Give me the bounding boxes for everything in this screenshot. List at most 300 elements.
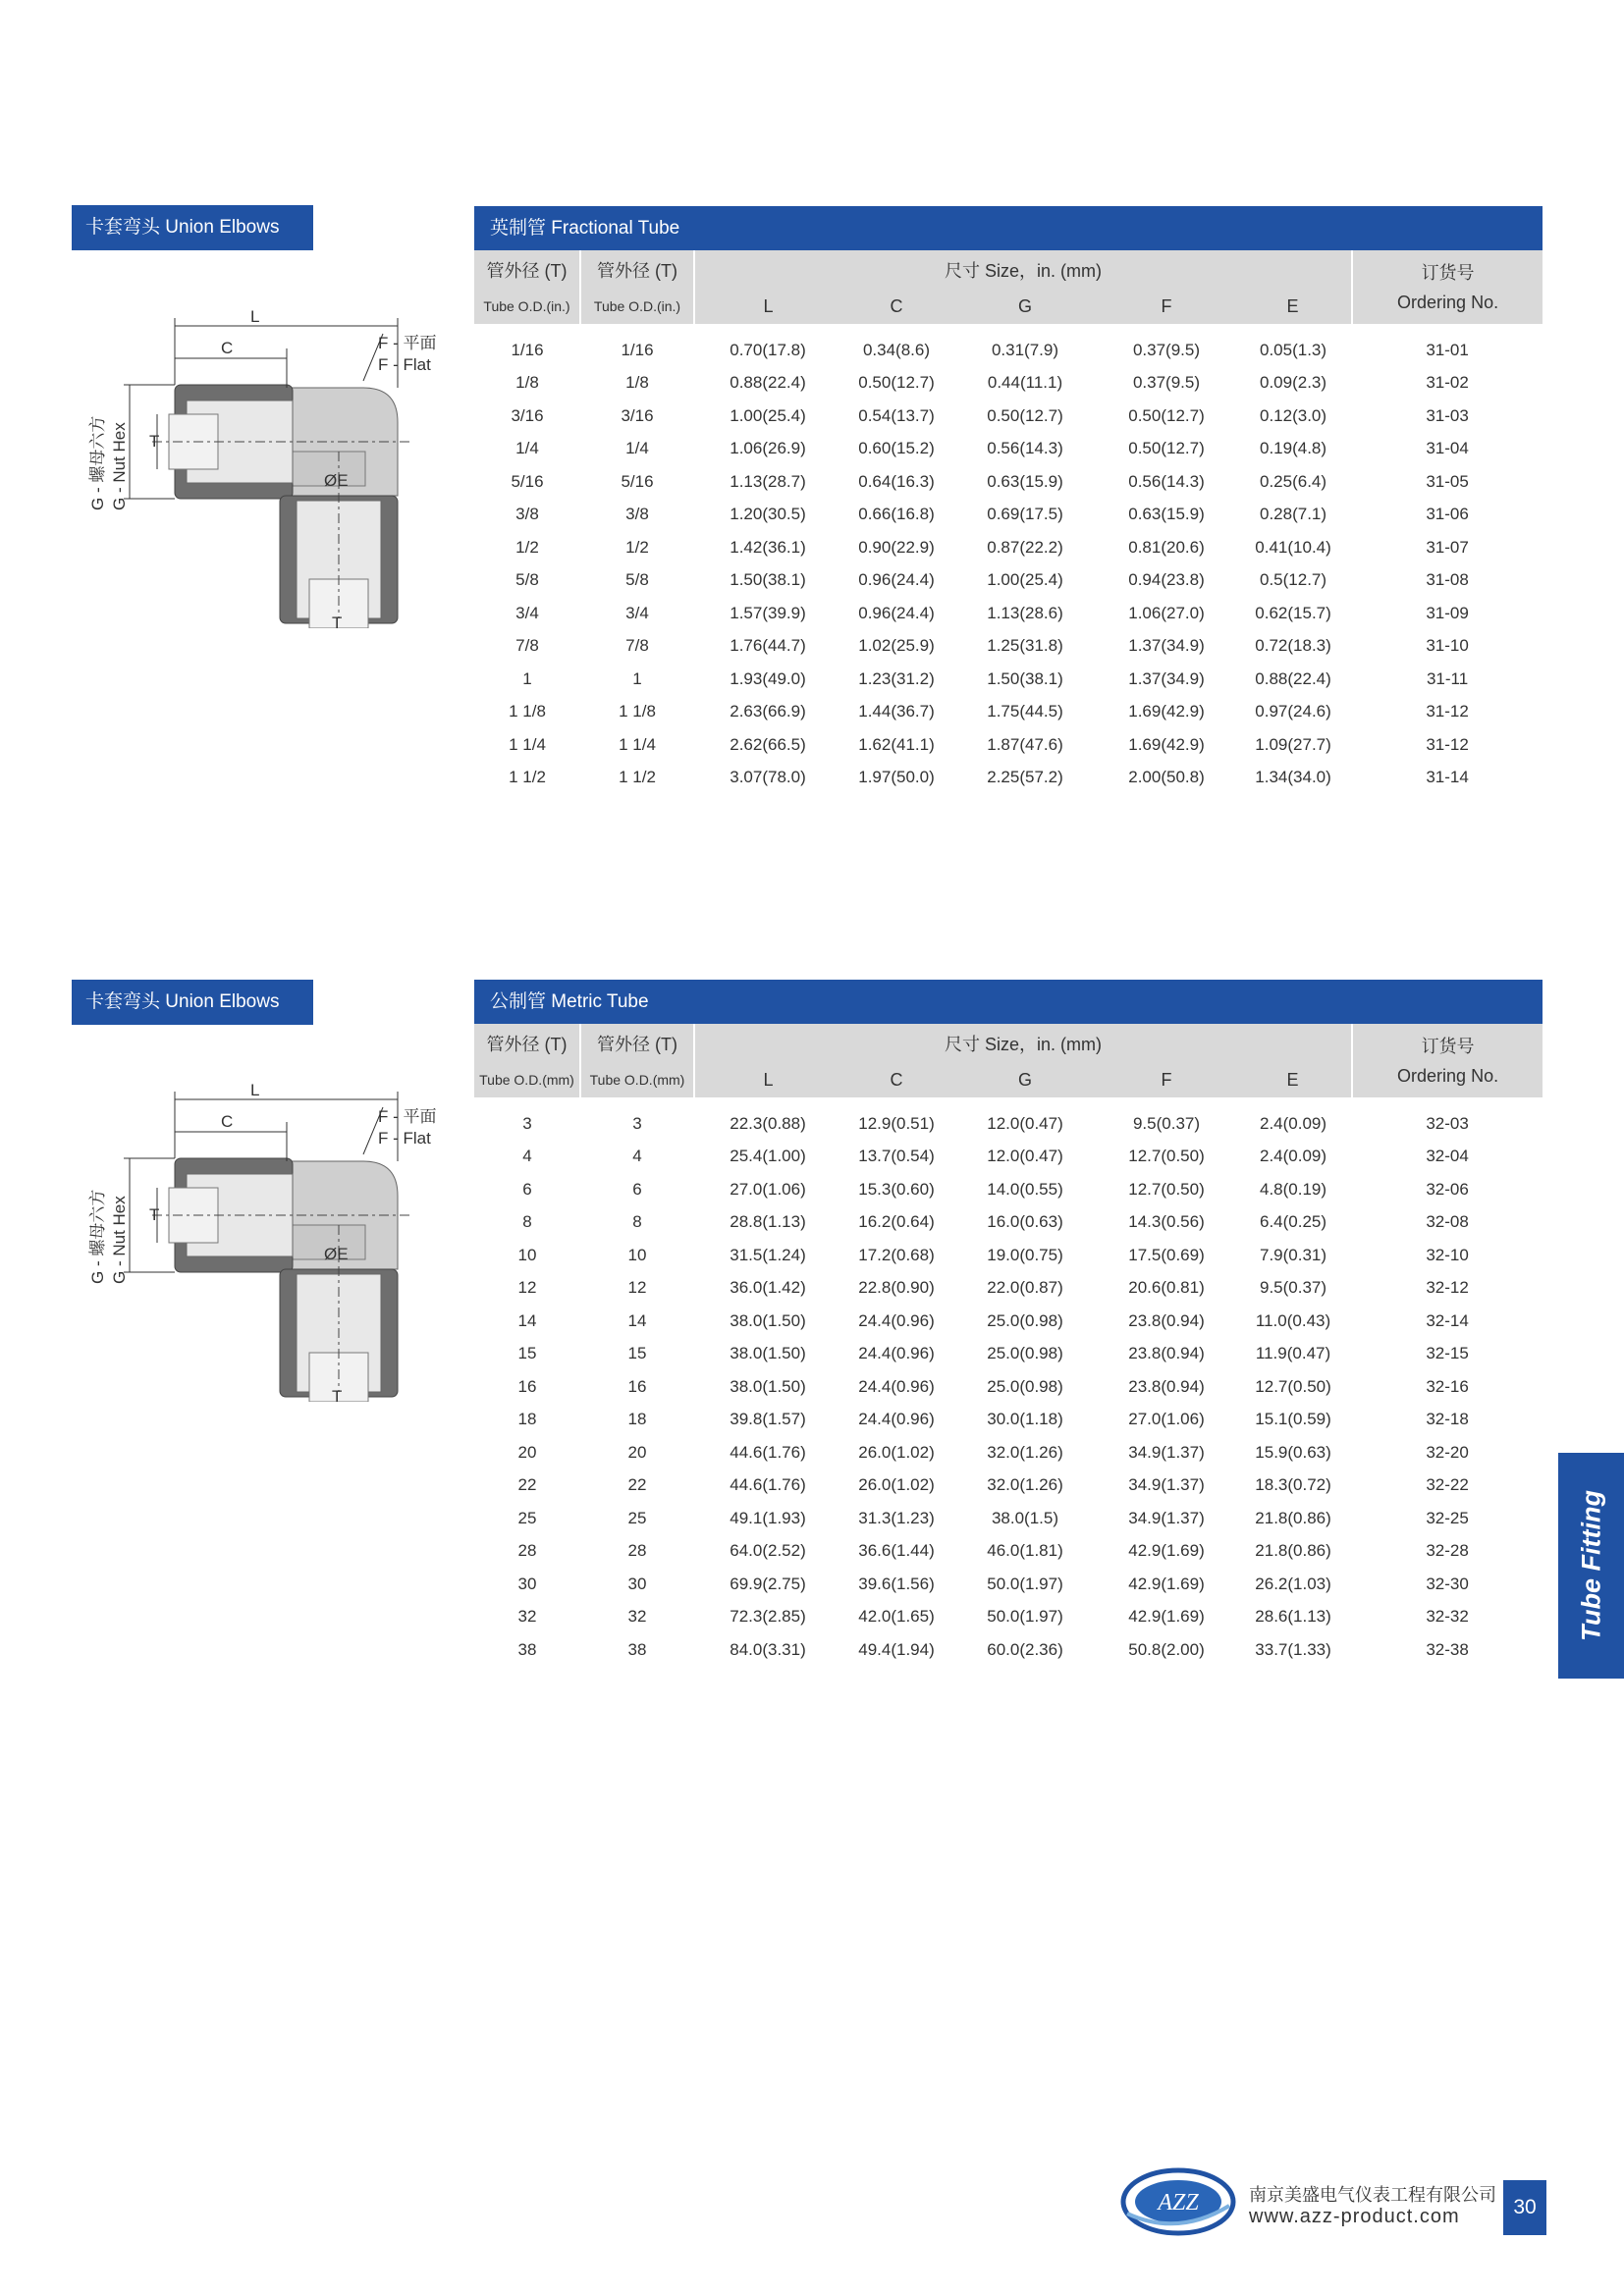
table-cell: 1.00(25.4) — [730, 405, 806, 425]
table-cell: 3/16 — [511, 405, 544, 425]
table-cell: 14.3(0.56) — [1128, 1212, 1205, 1232]
logo-text: AZZ — [1158, 2190, 1199, 2216]
table-cell: 12 — [627, 1278, 647, 1298]
table-cell: 22.3(0.88) — [730, 1113, 806, 1133]
table-cell: 1/2 — [515, 537, 539, 557]
table-cell: 0.50(12.7) — [1128, 439, 1205, 458]
table-cell: 0.5(12.7) — [1260, 570, 1327, 590]
table-cell: 0.37(9.5) — [1132, 373, 1201, 393]
metric-tube-title: 公制管 Metric Tube — [474, 980, 1543, 1024]
table-cell: 9.5(0.37) — [1260, 1278, 1327, 1298]
table-cell: 9.5(0.37) — [1132, 1113, 1201, 1133]
table-cell: 2.4(0.09) — [1260, 1147, 1327, 1166]
table-cell: 16 — [517, 1376, 537, 1396]
table-cell: 60.0(2.36) — [987, 1639, 1063, 1659]
table-cell: 64.0(2.52) — [730, 1541, 806, 1561]
table-cell: 0.63(15.9) — [1128, 505, 1205, 524]
col-f: F — [1099, 289, 1234, 324]
ordering-en: Ordering No. — [1397, 1065, 1499, 1086]
table-cell: 24.4(0.96) — [858, 1376, 935, 1396]
table-row — [474, 499, 1543, 532]
hex-label-en: G - Nut Hex — [110, 422, 129, 510]
table-cell: 8 — [522, 1212, 532, 1232]
table-cell: 1 — [522, 668, 532, 688]
dim-label-t-left: T — [149, 432, 160, 451]
table-cell: 33.7(1.33) — [1255, 1639, 1331, 1659]
table-cell: 5/8 — [625, 570, 649, 590]
table-cell: 1/8 — [625, 373, 649, 393]
col-f: F — [1099, 1062, 1234, 1097]
table-cell: 32-10 — [1426, 1245, 1469, 1264]
table-cell: 0.31(7.9) — [991, 340, 1059, 359]
table-row — [474, 1436, 1543, 1469]
table-cell: 3/16 — [621, 405, 654, 425]
table-row — [474, 1633, 1543, 1667]
table-cell: 0.66(16.8) — [858, 505, 935, 524]
metric-tube-table — [474, 1024, 1543, 1667]
table-cell: 7/8 — [625, 636, 649, 656]
table-cell: 27.0(1.06) — [1128, 1410, 1205, 1429]
col-g: G — [951, 289, 1099, 324]
table-cell: 1 1/2 — [509, 768, 546, 787]
table-cell: 0.09(2.3) — [1260, 373, 1327, 393]
table-row — [474, 367, 1543, 400]
table-cell: 0.05(1.3) — [1260, 340, 1327, 359]
table-cell: 1 1/8 — [619, 702, 656, 721]
table-row — [474, 1601, 1543, 1634]
table-cell: 3/8 — [625, 505, 649, 524]
dim-label-t-bottom: T — [332, 1387, 343, 1402]
table-cell: 1.93(49.0) — [730, 668, 806, 688]
table-cell: 31-02 — [1426, 373, 1469, 393]
col-tube-od-unit-1: Tube O.D.(mm) — [474, 1062, 580, 1097]
table-cell: 38.0(1.50) — [730, 1376, 806, 1396]
table-cell: 1.06(27.0) — [1128, 603, 1205, 622]
table-cell: 0.94(23.8) — [1128, 570, 1205, 590]
fractional-tube-rows — [474, 324, 1543, 794]
table-cell: 16.2(0.64) — [858, 1212, 935, 1232]
col-tube-od-1: 管外径 (T) — [474, 250, 580, 289]
dim-label-e: ØE — [324, 1245, 349, 1263]
table-cell: 24.4(0.96) — [858, 1410, 935, 1429]
table-row — [474, 762, 1543, 795]
table-cell: 3.07(78.0) — [730, 768, 806, 787]
table-cell: 31-11 — [1426, 668, 1469, 688]
table-cell: 31-04 — [1426, 439, 1469, 458]
table-cell: 4.8(0.19) — [1260, 1179, 1327, 1199]
table-cell: 1.87(47.6) — [987, 734, 1063, 754]
table-cell: 0.63(15.9) — [987, 471, 1063, 491]
table-cell: 31-12 — [1426, 734, 1469, 754]
table-cell: 25.0(0.98) — [987, 1376, 1063, 1396]
table-cell: 1/16 — [511, 340, 544, 359]
table-cell: 14.0(0.55) — [987, 1179, 1063, 1199]
table-cell: 69.9(2.75) — [730, 1574, 806, 1593]
table-cell: 12 — [517, 1278, 537, 1298]
table-cell: 32-38 — [1426, 1639, 1469, 1659]
table-cell: 0.60(15.2) — [858, 439, 935, 458]
table-row — [474, 728, 1543, 762]
table-cell: 25.4(1.00) — [730, 1147, 806, 1166]
table-cell: 0.19(4.8) — [1260, 439, 1327, 458]
table-row — [474, 1404, 1543, 1437]
dim-label-e: ØE — [324, 471, 349, 490]
table-cell: 17.5(0.69) — [1128, 1245, 1205, 1264]
table-cell: 21.8(0.86) — [1255, 1508, 1331, 1527]
table-cell: 0.50(12.7) — [1128, 405, 1205, 425]
table-cell: 0.88(22.4) — [1255, 668, 1331, 688]
table-cell: 12.9(0.51) — [858, 1113, 935, 1133]
table-cell: 15 — [627, 1344, 647, 1363]
table-cell: 30 — [517, 1574, 537, 1593]
table-cell: 4 — [522, 1147, 532, 1166]
table-cell: 6.4(0.25) — [1260, 1212, 1327, 1232]
col-tube-od-2: 管外径 (T) — [580, 250, 694, 289]
table-cell: 22.8(0.90) — [858, 1278, 935, 1298]
table-cell: 32-03 — [1426, 1113, 1469, 1133]
table-cell: 32 — [517, 1607, 537, 1627]
table-cell: 0.56(14.3) — [987, 439, 1063, 458]
table-cell: 16 — [627, 1376, 647, 1396]
table-cell: 1.20(30.5) — [730, 505, 806, 524]
col-c: C — [841, 1062, 951, 1097]
table-cell: 49.1(1.93) — [730, 1508, 806, 1527]
table-cell: 23.8(0.94) — [1128, 1376, 1205, 1396]
table-row — [474, 1272, 1543, 1306]
table-cell: 3/8 — [515, 505, 539, 524]
table-row — [474, 663, 1543, 696]
table-cell: 32-20 — [1426, 1442, 1469, 1462]
table-cell: 32-14 — [1426, 1310, 1469, 1330]
metric-tube-rows — [474, 1097, 1543, 1667]
table-cell: 28 — [627, 1541, 647, 1561]
table-cell: 32-08 — [1426, 1212, 1469, 1232]
table-cell: 1 1/8 — [509, 702, 546, 721]
col-e: E — [1234, 1062, 1352, 1097]
table-row — [474, 1338, 1543, 1371]
table-cell: 0.96(24.4) — [858, 603, 935, 622]
table-cell: 32.0(1.26) — [987, 1475, 1063, 1495]
table-cell: 7.9(0.31) — [1260, 1245, 1327, 1264]
table-cell: 1/16 — [621, 340, 654, 359]
table-cell: 32-12 — [1426, 1278, 1469, 1298]
table-cell: 39.6(1.56) — [858, 1574, 935, 1593]
table-cell: 3 — [522, 1113, 532, 1133]
table-cell: 20 — [627, 1442, 647, 1462]
table-cell: 25.0(0.98) — [987, 1310, 1063, 1330]
table-cell: 44.6(1.76) — [730, 1442, 806, 1462]
table-cell: 12.7(0.50) — [1128, 1179, 1205, 1199]
table-cell: 34.9(1.37) — [1128, 1508, 1205, 1527]
table-cell: 1.37(34.9) — [1128, 668, 1205, 688]
table-cell: 31.3(1.23) — [858, 1508, 935, 1527]
table-cell: 1.57(39.9) — [730, 603, 806, 622]
table-cell: 25 — [517, 1508, 537, 1527]
col-l: L — [694, 1062, 841, 1097]
table-cell: 3 — [632, 1113, 642, 1133]
table-cell: 1.50(38.1) — [987, 668, 1063, 688]
table-cell: 15.3(0.60) — [858, 1179, 935, 1199]
table-cell: 31-10 — [1426, 636, 1469, 656]
table-row — [474, 1141, 1543, 1174]
azz-logo — [1119, 2164, 1237, 2239]
table-cell: 26.2(1.03) — [1255, 1574, 1331, 1593]
table-cell: 19.0(0.75) — [987, 1245, 1063, 1264]
table-cell: 0.37(9.5) — [1132, 340, 1201, 359]
table-cell: 0.25(6.4) — [1260, 471, 1327, 491]
col-size-group: 尺寸 Size，in. (mm) — [694, 1024, 1352, 1062]
table-cell: 25.0(0.98) — [987, 1344, 1063, 1363]
dim-label-t-left: T — [149, 1205, 160, 1224]
union-elbow-drawing-bottom — [59, 1078, 471, 1402]
table-cell: 28.6(1.13) — [1255, 1607, 1331, 1627]
table-cell: 50.0(1.97) — [987, 1574, 1063, 1593]
table-row — [474, 696, 1543, 729]
table-cell: 1.69(42.9) — [1128, 702, 1205, 721]
table-cell: 31-09 — [1426, 603, 1469, 622]
dim-label-t-bottom: T — [332, 614, 343, 628]
col-tube-od-1: 管外径 (T) — [474, 1024, 580, 1062]
table-cell: 18 — [517, 1410, 537, 1429]
table-cell: 38.0(1.50) — [730, 1344, 806, 1363]
table-cell: 18 — [627, 1410, 647, 1429]
ordering-en: Ordering No. — [1397, 292, 1499, 312]
table-cell: 0.62(15.7) — [1255, 603, 1331, 622]
table-cell: 30.0(1.18) — [987, 1410, 1063, 1429]
table-cell: 32-15 — [1426, 1344, 1469, 1363]
table-cell: 14 — [517, 1310, 537, 1330]
table-row — [474, 1535, 1543, 1569]
table-cell: 5/8 — [515, 570, 539, 590]
table-cell: 2.62(66.5) — [730, 734, 806, 754]
section-label-bottom: 卡套弯头 Union Elbows — [72, 980, 313, 1025]
table-cell: 2.25(57.2) — [987, 768, 1063, 787]
table-row — [474, 324, 1543, 367]
section-label-top: 卡套弯头 Union Elbows — [72, 205, 313, 250]
table-cell: 0.54(13.7) — [858, 405, 935, 425]
table-cell: 10 — [517, 1245, 537, 1264]
table-cell: 1.44(36.7) — [858, 702, 935, 721]
table-cell: 26.0(1.02) — [858, 1442, 935, 1462]
table-cell: 15 — [517, 1344, 537, 1363]
table-row — [474, 1568, 1543, 1601]
table-cell: 1.42(36.1) — [730, 537, 806, 557]
table-cell: 0.96(24.4) — [858, 570, 935, 590]
table-cell: 72.3(2.85) — [730, 1607, 806, 1627]
table-cell: 1.37(34.9) — [1128, 636, 1205, 656]
table-cell: 1.13(28.6) — [987, 603, 1063, 622]
table-cell: 12.0(0.47) — [987, 1113, 1063, 1133]
union-elbow-drawing-top — [59, 304, 471, 628]
table-cell: 1.09(27.7) — [1255, 734, 1331, 754]
table-cell: 42.9(1.69) — [1128, 1541, 1205, 1561]
table-cell: 38 — [517, 1639, 537, 1659]
table-cell: 0.90(22.9) — [858, 537, 935, 557]
table-cell: 5/16 — [511, 471, 544, 491]
table-cell: 22 — [627, 1475, 647, 1495]
table-cell: 22 — [517, 1475, 537, 1495]
table-cell: 0.69(17.5) — [987, 505, 1063, 524]
table-cell: 1.50(38.1) — [730, 570, 806, 590]
table-cell: 0.50(12.7) — [858, 373, 935, 393]
col-tube-od-2: 管外径 (T) — [580, 1024, 694, 1062]
table-cell: 1.13(28.7) — [730, 471, 806, 491]
table-cell: 38.0(1.5) — [991, 1508, 1059, 1527]
fractional-tube-table-panel — [474, 206, 1543, 794]
table-cell: 32-18 — [1426, 1410, 1469, 1429]
table-cell: 1 — [632, 668, 642, 688]
table-cell: 23.8(0.94) — [1128, 1344, 1205, 1363]
ordering-cn: 订货号 — [1421, 262, 1475, 283]
hex-label-en: G - Nut Hex — [110, 1196, 129, 1284]
table-cell: 1/4 — [515, 439, 539, 458]
table-cell: 44.6(1.76) — [730, 1475, 806, 1495]
table-cell: 0.72(18.3) — [1255, 636, 1331, 656]
flat-label-cn: F - 平面 — [378, 334, 437, 352]
dim-label-l: L — [250, 1081, 260, 1099]
table-cell: 2.63(66.9) — [730, 702, 806, 721]
col-l: L — [694, 289, 841, 324]
table-row — [474, 465, 1543, 499]
table-cell: 31-01 — [1426, 340, 1469, 359]
table-cell: 42.9(1.69) — [1128, 1574, 1205, 1593]
table-cell: 22.0(0.87) — [987, 1278, 1063, 1298]
table-row — [474, 630, 1543, 664]
table-cell: 1.06(26.9) — [730, 439, 806, 458]
table-cell: 0.87(22.2) — [987, 537, 1063, 557]
table-cell: 28.8(1.13) — [730, 1212, 806, 1232]
table-cell: 49.4(1.94) — [858, 1639, 935, 1659]
table-cell: 1.69(42.9) — [1128, 734, 1205, 754]
table-cell: 38.0(1.50) — [730, 1310, 806, 1330]
table-cell: 50.8(2.00) — [1128, 1639, 1205, 1659]
table-cell: 0.12(3.0) — [1260, 405, 1327, 425]
table-cell: 32 — [627, 1607, 647, 1627]
side-tab-label: Tube Fitting — [1576, 1490, 1605, 1641]
table-cell: 0.41(10.4) — [1255, 537, 1331, 557]
table-row — [474, 1469, 1543, 1503]
metric-tube-table-panel — [474, 980, 1543, 1667]
table-row — [474, 1173, 1543, 1206]
table-cell: 25 — [627, 1508, 647, 1527]
table-cell: 12.7(0.50) — [1255, 1376, 1331, 1396]
table-cell: 32-25 — [1426, 1508, 1469, 1527]
table-row — [474, 1502, 1543, 1535]
fractional-tube-title: 英制管 Fractional Tube — [474, 206, 1543, 250]
table-cell: 4 — [632, 1147, 642, 1166]
table-cell: 32-06 — [1426, 1179, 1469, 1199]
table-cell: 10 — [627, 1245, 647, 1264]
table-cell: 32-22 — [1426, 1475, 1469, 1495]
table-cell: 1/8 — [515, 373, 539, 393]
table-cell: 20.6(0.81) — [1128, 1278, 1205, 1298]
flat-label-en: F - Flat — [378, 1129, 431, 1148]
table-row — [474, 1370, 1543, 1404]
table-cell: 17.2(0.68) — [858, 1245, 935, 1264]
table-row — [474, 564, 1543, 598]
table-cell: 46.0(1.81) — [987, 1541, 1063, 1561]
table-cell: 1.62(41.1) — [858, 734, 935, 754]
table-cell: 6 — [522, 1179, 532, 1199]
table-cell: 1 1/4 — [509, 734, 546, 754]
table-cell: 27.0(1.06) — [730, 1179, 806, 1199]
table-cell: 13.7(0.54) — [858, 1147, 935, 1166]
table-cell: 18.3(0.72) — [1255, 1475, 1331, 1495]
table-cell: 26.0(1.02) — [858, 1475, 935, 1495]
table-row — [474, 400, 1543, 433]
col-tube-od-unit-1: Tube O.D.(in.) — [474, 289, 580, 324]
table-cell: 31-03 — [1426, 405, 1469, 425]
table-cell: 31-08 — [1426, 570, 1469, 590]
hex-label-cn: G - 螺母六方 — [88, 415, 107, 510]
table-cell: 38 — [627, 1639, 647, 1659]
flat-label-cn: F - 平面 — [378, 1107, 437, 1126]
table-cell: 11.9(0.47) — [1255, 1344, 1331, 1363]
table-cell: 1.75(44.5) — [987, 702, 1063, 721]
table-cell: 1.34(34.0) — [1255, 768, 1331, 787]
table-cell: 31-12 — [1426, 702, 1469, 721]
table-cell: 20 — [517, 1442, 537, 1462]
table-cell: 30 — [627, 1574, 647, 1593]
table-cell: 1.76(44.7) — [730, 636, 806, 656]
table-cell: 21.8(0.86) — [1255, 1541, 1331, 1561]
page-number: 30 — [1503, 2180, 1546, 2235]
table-cell: 84.0(3.31) — [730, 1639, 806, 1659]
table-cell: 0.28(7.1) — [1260, 505, 1327, 524]
col-tube-od-unit-2: Tube O.D.(in.) — [580, 289, 694, 324]
col-e: E — [1234, 289, 1352, 324]
ordering-cn: 订货号 — [1421, 1036, 1475, 1056]
table-row — [474, 531, 1543, 564]
hex-label-cn: G - 螺母六方 — [88, 1189, 107, 1284]
table-cell: 15.1(0.59) — [1255, 1410, 1331, 1429]
table-cell: 11.0(0.43) — [1255, 1310, 1331, 1330]
table-cell: 2.00(50.8) — [1128, 768, 1205, 787]
flat-label-en: F - Flat — [378, 355, 431, 374]
table-row — [474, 597, 1543, 630]
table-cell: 0.70(17.8) — [730, 340, 806, 359]
table-cell: 42.9(1.69) — [1128, 1607, 1205, 1627]
table-cell: 34.9(1.37) — [1128, 1442, 1205, 1462]
table-cell: 31-06 — [1426, 505, 1469, 524]
table-row — [474, 1206, 1543, 1240]
table-cell: 2.4(0.09) — [1260, 1113, 1327, 1133]
table-cell: 34.9(1.37) — [1128, 1475, 1205, 1495]
table-cell: 5/16 — [621, 471, 654, 491]
table-cell: 12.0(0.47) — [987, 1147, 1063, 1166]
table-row — [474, 1305, 1543, 1338]
table-cell: 36.0(1.42) — [730, 1278, 806, 1298]
table-cell: 1.00(25.4) — [987, 570, 1063, 590]
tube-fitting-side-tab — [1558, 1453, 1624, 1679]
table-cell: 1.25(31.8) — [987, 636, 1063, 656]
col-tube-od-unit-2: Tube O.D.(mm) — [580, 1062, 694, 1097]
table-cell: 24.4(0.96) — [858, 1310, 935, 1330]
fractional-tube-table — [474, 250, 1543, 794]
table-cell: 31-07 — [1426, 537, 1469, 557]
table-cell: 0.81(20.6) — [1128, 537, 1205, 557]
table-cell: 1 1/4 — [619, 734, 656, 754]
table-cell: 8 — [632, 1212, 642, 1232]
col-g: G — [951, 1062, 1099, 1097]
table-cell: 0.97(24.6) — [1255, 702, 1331, 721]
table-cell: 32.0(1.26) — [987, 1442, 1063, 1462]
table-cell: 32-28 — [1426, 1541, 1469, 1561]
table-cell: 32-30 — [1426, 1574, 1469, 1593]
company-name: 南京美盛电气仪表工程有限公司 — [1249, 2185, 1496, 2205]
col-ordering — [1352, 1024, 1543, 1097]
table-cell: 15.9(0.63) — [1255, 1442, 1331, 1462]
